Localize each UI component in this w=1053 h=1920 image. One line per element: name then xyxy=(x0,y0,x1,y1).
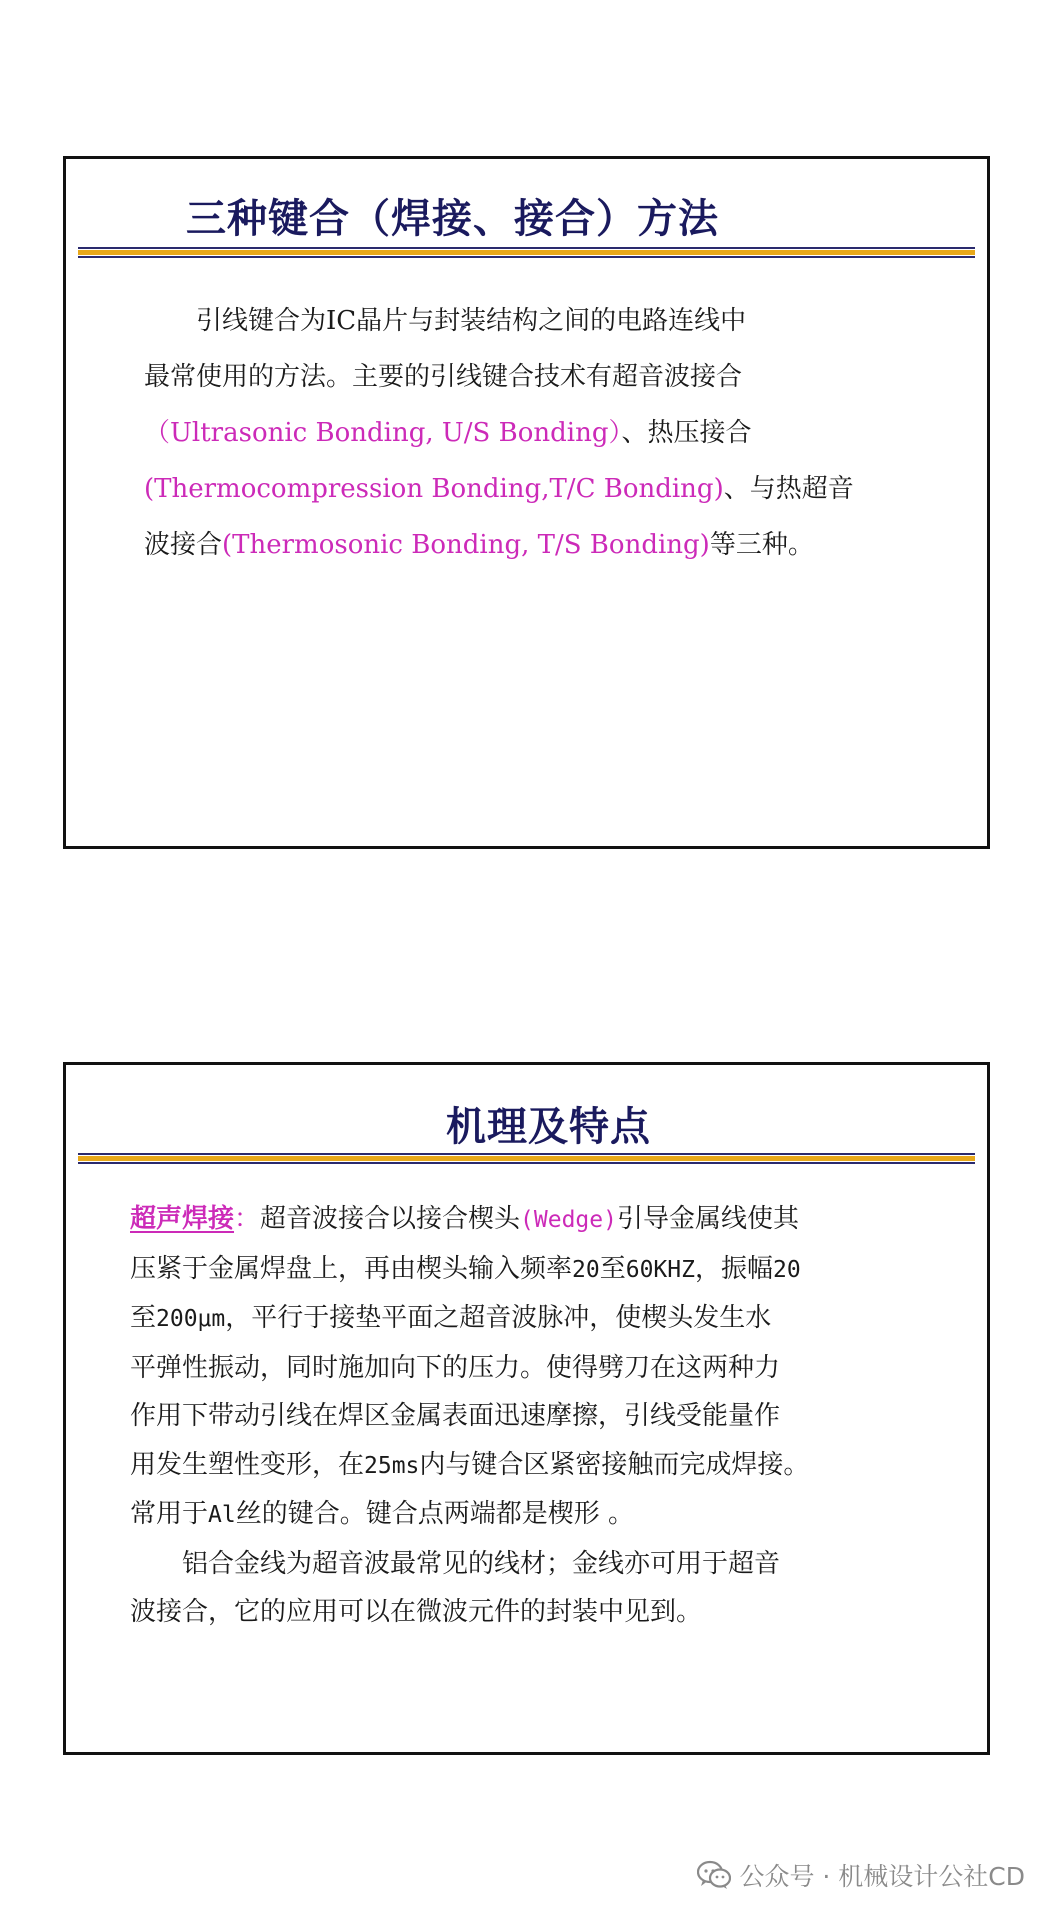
text-run: 等三种。 xyxy=(709,530,814,560)
text-run: ： xyxy=(234,1204,261,1234)
slide-title: 三种键合（焊接、接合）方法 xyxy=(186,196,719,242)
text-run: 、与热超音 xyxy=(723,474,854,504)
text-line xyxy=(144,461,904,517)
slide-mechanism xyxy=(63,1062,990,1755)
slide-title: 机理及特点 xyxy=(446,1104,651,1150)
number-run: 25ms xyxy=(364,1452,420,1479)
wechat-icon xyxy=(697,1860,731,1890)
slide-body-text xyxy=(130,1195,960,1637)
text-run: 引导金属线使其 xyxy=(616,1204,799,1234)
text-run: 波接合 xyxy=(144,530,223,560)
number-run: 200μm xyxy=(156,1306,226,1332)
text-run: 铝合金线为超音波最常见的线材；金线亦可用于超音 xyxy=(182,1548,781,1579)
text-line xyxy=(144,517,904,573)
text-run: 引线键合为IC晶片与封装结构之间的电路连线中 xyxy=(196,306,747,336)
text-run: 至 xyxy=(599,1253,626,1284)
highlighted-term: (Thermosonic Bonding, T/S Bonding) xyxy=(222,530,710,560)
text-run: ，振幅 xyxy=(694,1253,773,1284)
text-run: 内与键合区紧密接触而完成焊接。 xyxy=(419,1449,810,1480)
key-term: 超声焊接 xyxy=(130,1204,235,1234)
number-run: 20 xyxy=(572,1256,600,1283)
text-line xyxy=(130,1344,960,1393)
highlighted-term: （Ultrasonic Bonding, U/S Bonding） xyxy=(144,418,622,448)
text-line xyxy=(130,1490,960,1540)
text-run: 作用下带动引线在焊区金属表面迅速摩擦，引线受能量作 xyxy=(130,1401,781,1431)
title-divider xyxy=(78,247,975,258)
number-run: 60KHZ xyxy=(625,1256,695,1283)
text-line xyxy=(130,1392,960,1441)
account-name: 公众号 · 机械设计公社CD xyxy=(739,1862,1025,1891)
text-line xyxy=(130,1441,960,1491)
number-run: Al xyxy=(208,1502,236,1528)
number-run: 20 xyxy=(773,1256,801,1283)
text-run: 常用于 xyxy=(130,1499,209,1529)
text-run: 压紧于金属焊盘上，再由楔头输入频率 xyxy=(130,1253,573,1284)
text-line xyxy=(130,1195,960,1245)
text-run: 最常使用的方法。主要的引线键合技术有超音波接合 xyxy=(144,362,743,392)
slide-methods xyxy=(63,156,990,849)
account-watermark xyxy=(697,1857,1025,1893)
highlighted-term: (Wedge) xyxy=(520,1207,617,1233)
text-line xyxy=(130,1294,960,1344)
text-run: 至 xyxy=(130,1303,157,1333)
text-line xyxy=(130,1540,960,1589)
text-run: 用发生塑性变形，在 xyxy=(130,1449,365,1480)
text-line xyxy=(144,293,904,349)
text-run: 超音波接合以接合楔头 xyxy=(260,1204,521,1234)
title-divider xyxy=(78,1153,975,1164)
text-run: ，平行于接垫平面之超音波脉冲，使楔头发生水 xyxy=(225,1303,772,1333)
text-run: 丝的键合。键合点两端都是楔形 。 xyxy=(235,1499,634,1529)
text-line xyxy=(144,349,904,405)
text-run: 平弹性振动，同时施加向下的压力。使得劈刀在这两种力 xyxy=(130,1352,781,1383)
highlighted-term: (Thermocompression Bonding,T/C Bonding) xyxy=(144,474,724,504)
text-line xyxy=(144,405,904,461)
text-run: 波接合，它的应用可以在微波元件的封装中见到。 xyxy=(130,1597,703,1627)
text-line xyxy=(130,1245,960,1295)
text-line xyxy=(130,1588,960,1637)
slide-body-text xyxy=(144,293,904,573)
text-run: 、热压接合 xyxy=(621,418,752,448)
